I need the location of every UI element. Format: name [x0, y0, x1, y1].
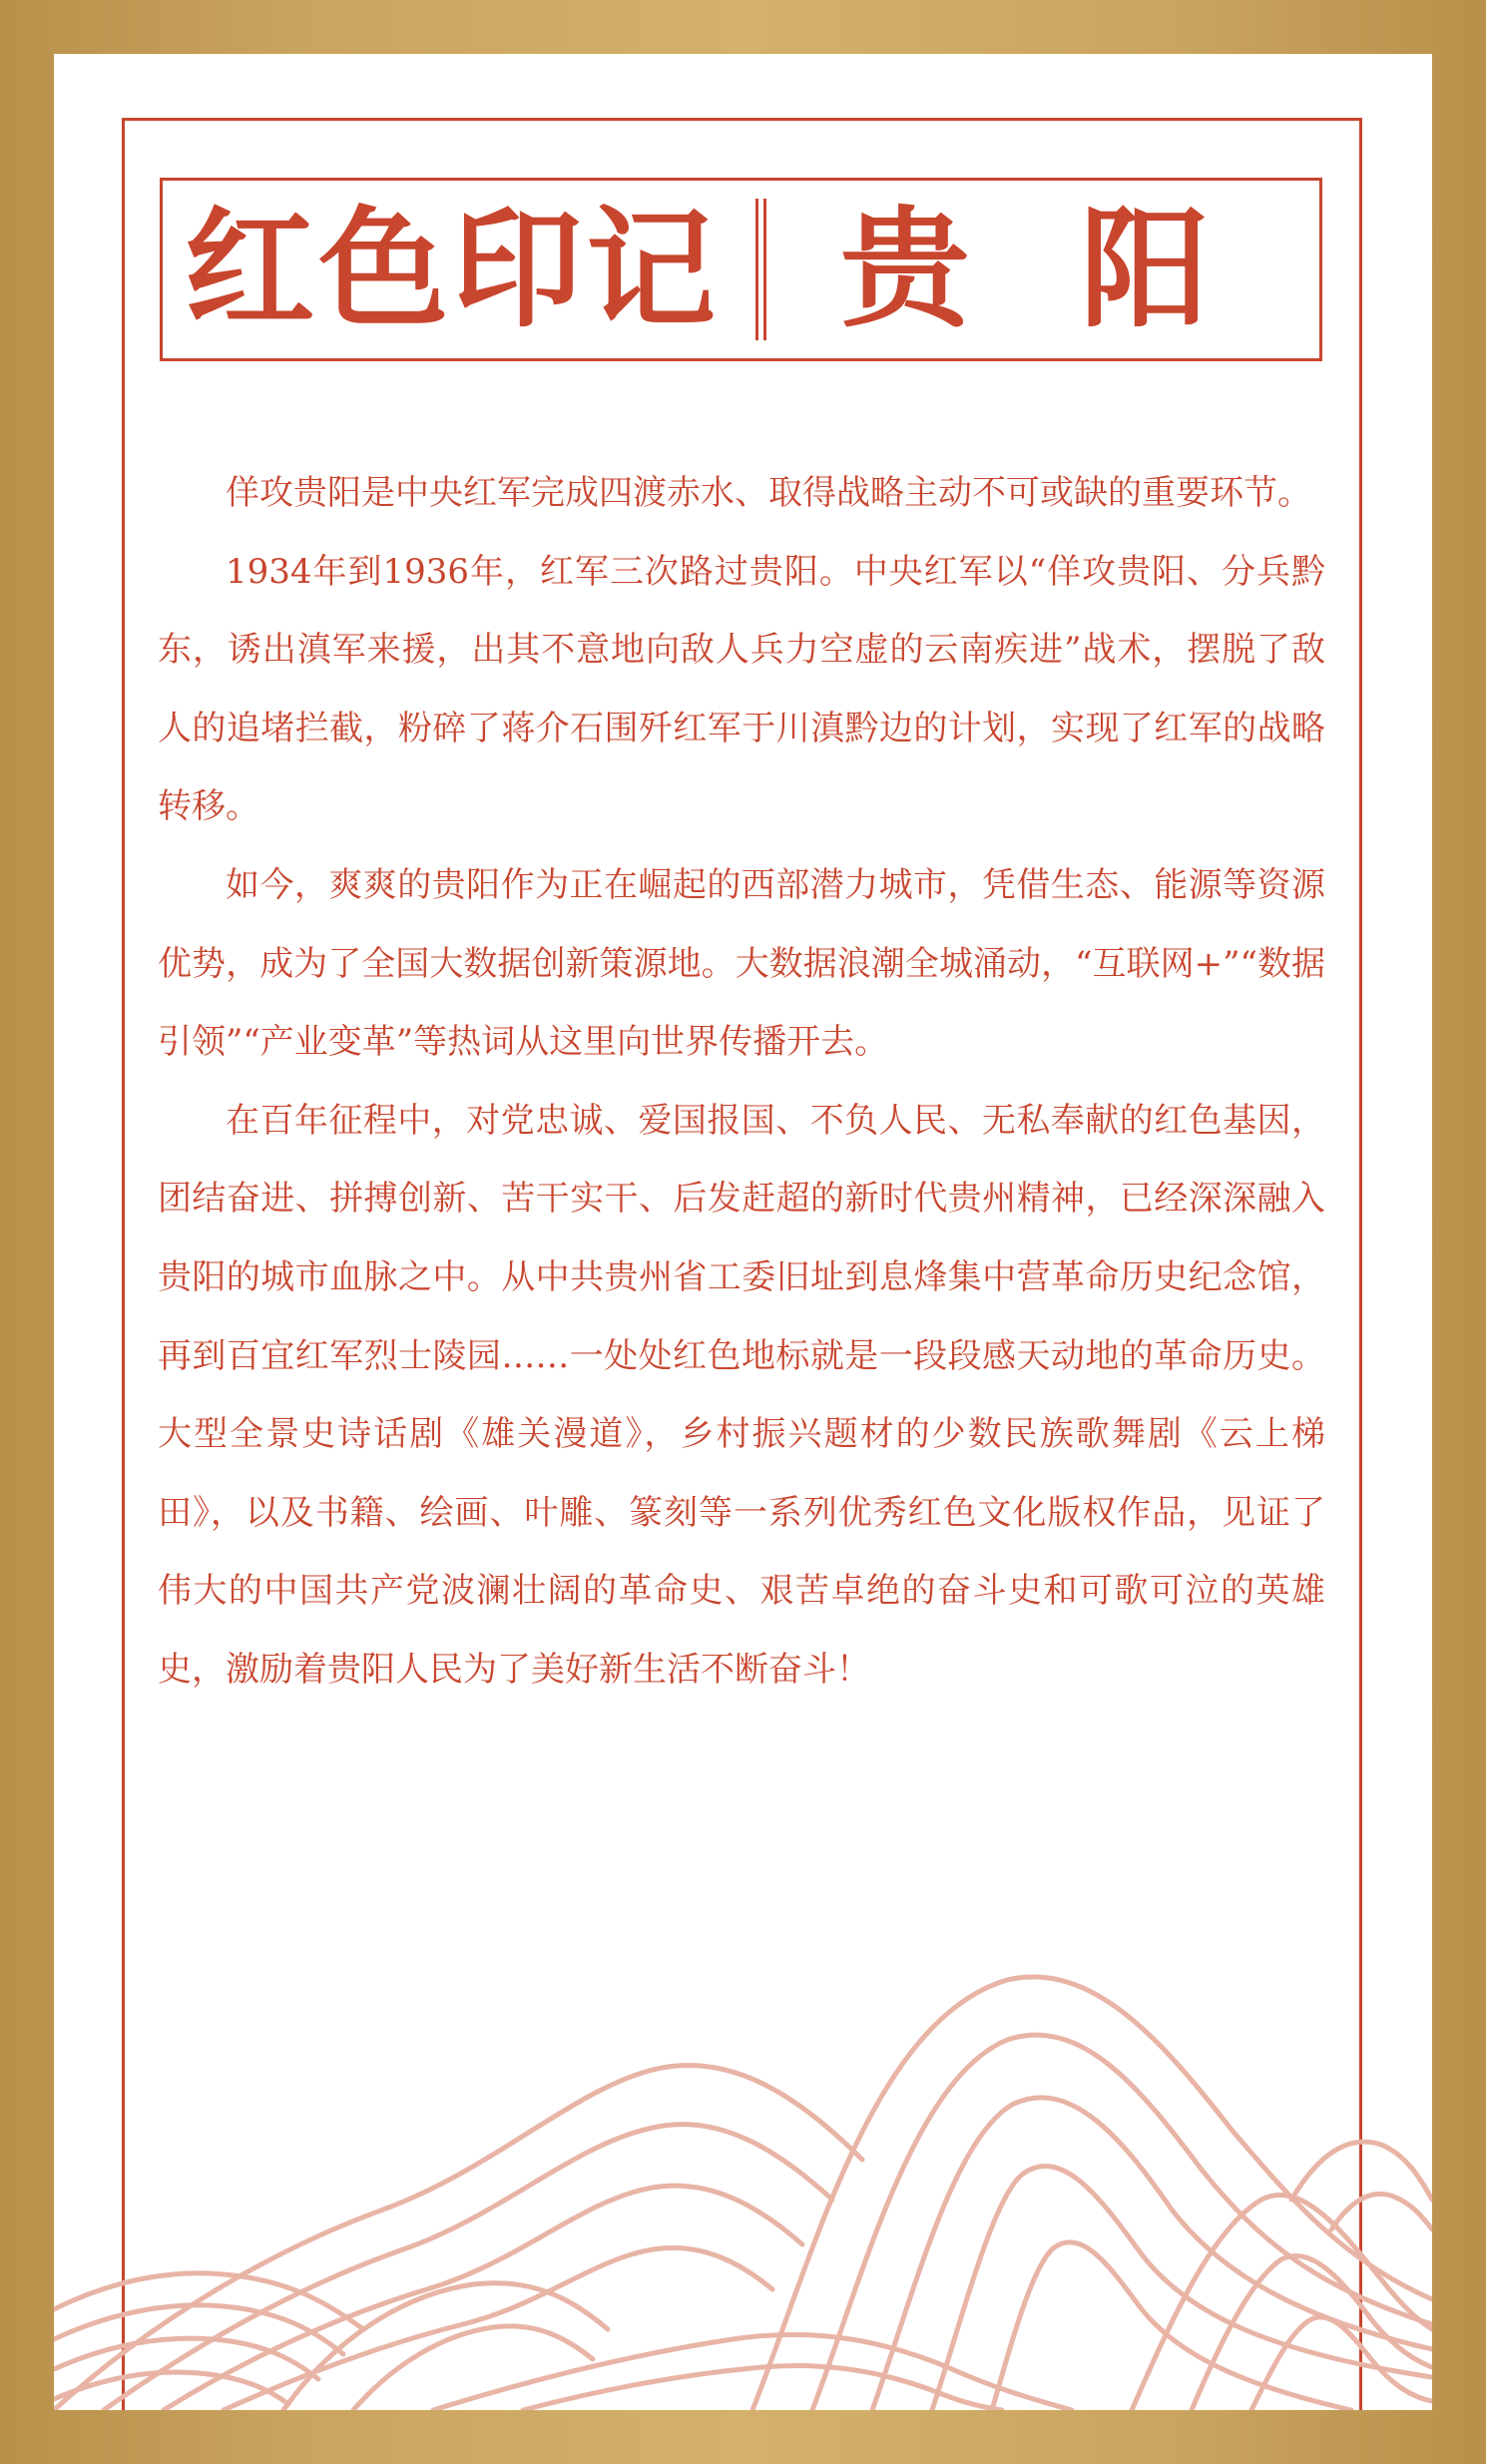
title-left: 红色印记 [185, 194, 721, 345]
title-box [160, 178, 1322, 361]
paragraph-1: 佯攻贵阳是中央红军完成四渡赤水、取得战略主动不可或缺的重要环节。 [226, 473, 1311, 513]
article-body [158, 454, 1325, 1710]
paragraph-3: 如今，爽爽的贵阳作为正在崛起的西部潜力城市，凭借生态、能源等资源优势，成为了全国大数据创新策源地。大数据浪潮全城涌动，“互联网+”“数据引领”“产业变革”等热词从这里向世界传播开去。 [158, 864, 1325, 1063]
title-right: 贵阳 [839, 194, 1319, 345]
poster-paper [54, 54, 1432, 2410]
paragraph-4: 在百年征程中，对党忠诚、爱国报国、不负人民、无私奉献的红色基因，团结奋进、拼搏创新、苦干实干、后发赶超的新时代贵州精神，已经深深融入贵阳的城市血脉之中。从中共贵州省工委旧址到息烽集中营革命历史纪念馆，再到百宜红军烈士陵园……一处处红色地标就是一段段感天动地的革命历史。大型全景史诗话剧《雄关漫道》，乡村振兴题材的少数民族歌舞剧《云上梯田》，以及书籍、绘画、叶雕、篆刻等一系列优秀红色文化版权作品，见证了伟大的中国共产党波澜壮阔的革命史、艰苦卓绝的奋斗史和可歌可泣的英雄史，激励着贵阳人民为了美好新生活不断奋斗！ [158, 1100, 1325, 1690]
mountain-line-art [54, 1900, 1432, 2410]
paragraph-2: 1934年到1936年，红军三次路过贵阳。中央红军以“佯攻贵阳、分兵黔东，诱出滇军来援，出其不意地向敌人兵力空虚的云南疾进”战术，摆脱了敌人的追堵拦截，粉碎了蒋介石围歼红军于川滇黔边的计划，实现了红军的战略转移。 [158, 551, 1325, 827]
title-divider [755, 199, 766, 340]
